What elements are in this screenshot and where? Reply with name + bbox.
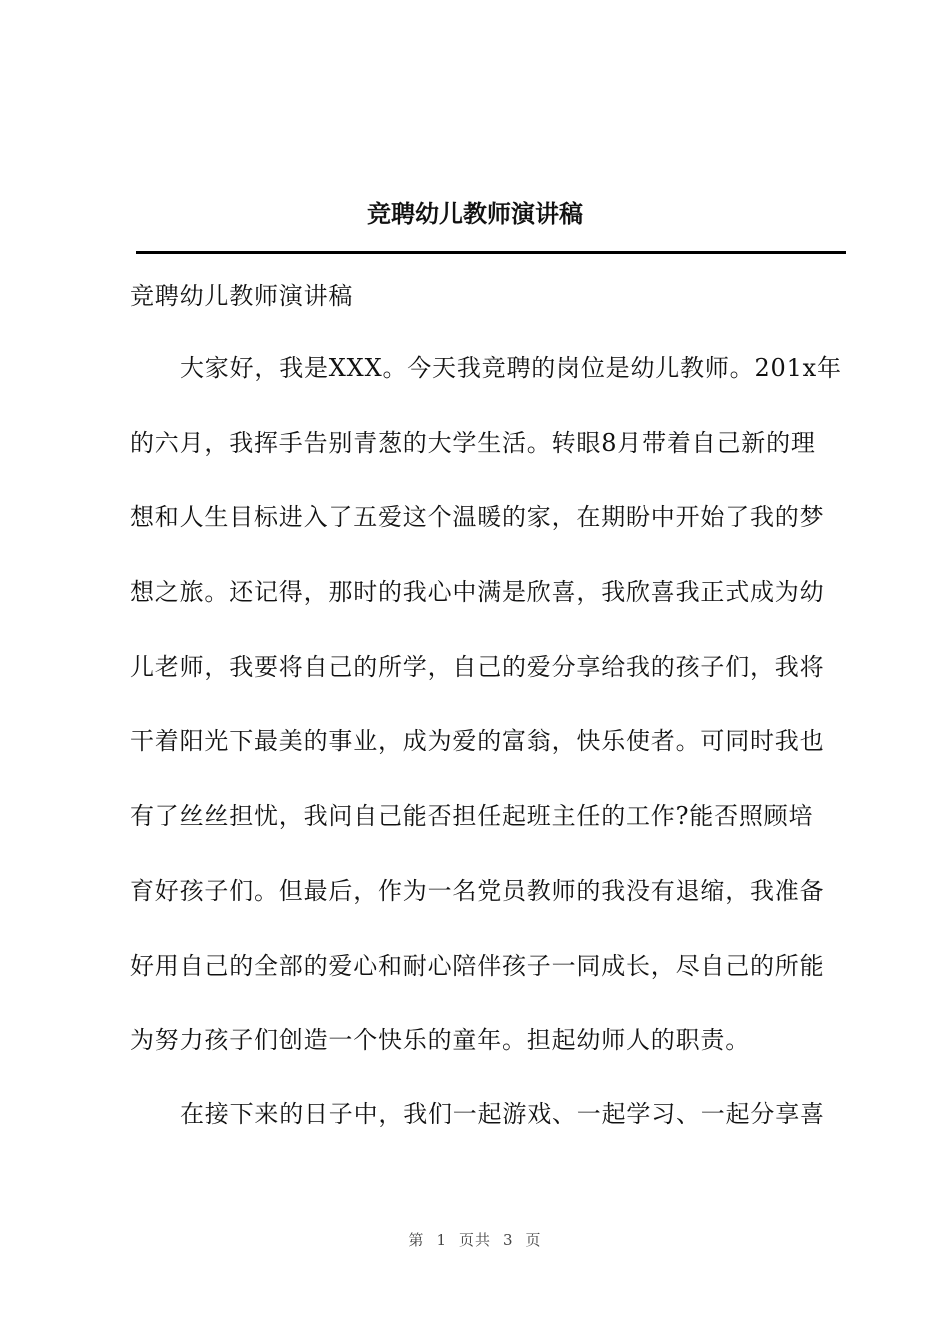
current-page-number: 1 [436, 1231, 447, 1249]
total-pages-number: 3 [503, 1231, 514, 1249]
paragraph-line: 想之旅。还记得，那时的我心中满是欣喜，我欣喜我正式成为幼 [130, 578, 825, 607]
document-title: 竞聘幼儿教师演讲稿 [367, 199, 583, 228]
body-title: 竞聘幼儿教师演讲稿 [130, 282, 354, 310]
title-divider [136, 251, 846, 254]
paragraph-line: 育好孩子们。但最后，作为一名党员教师的我没有退缩，我准备 [130, 876, 825, 905]
paragraph-line: 干着阳光下最美的事业，成为爱的富翁，快乐使者。可同时我也 [130, 727, 825, 756]
page-label-prefix: 第 [408, 1231, 425, 1249]
paragraph-line: 的六月，我挥手告别青葱的大学生活。转眼8月带着自己新的理 [130, 428, 816, 457]
paragraph-line: 好用自己的全部的爱心和耐心陪伴孩子一同成长，尽自己的所能 [130, 951, 825, 980]
paragraph-2 [130, 1098, 844, 1173]
paragraph-line: 有了丝丝担忧，我问自己能否担任起班主任的工作?能否照顾培 [130, 802, 814, 831]
paragraph-line: 大家好，我是XXX。今天我竞聘的岗位是幼儿教师。201x年 [180, 354, 842, 382]
page-label-suffix: 页 [525, 1231, 542, 1249]
paragraph-line: 想和人生目标进入了五爱这个温暖的家，在期盼中开始了我的梦 [130, 503, 825, 532]
paragraph-line: 儿老师，我要将自己的所学，自己的爱分享给我的孩子们，我将 [130, 652, 825, 681]
page-label-mid: 页共 [458, 1231, 491, 1249]
page-footer [0, 1229, 950, 1250]
paragraph-line: 在接下来的日子中，我们一起游戏、一起学习、一起分享喜 [180, 1100, 825, 1128]
paragraph-1 [130, 352, 844, 1099]
paragraph-line: 为努力孩子们创造一个快乐的童年。担起幼师人的职责。 [130, 1026, 750, 1055]
